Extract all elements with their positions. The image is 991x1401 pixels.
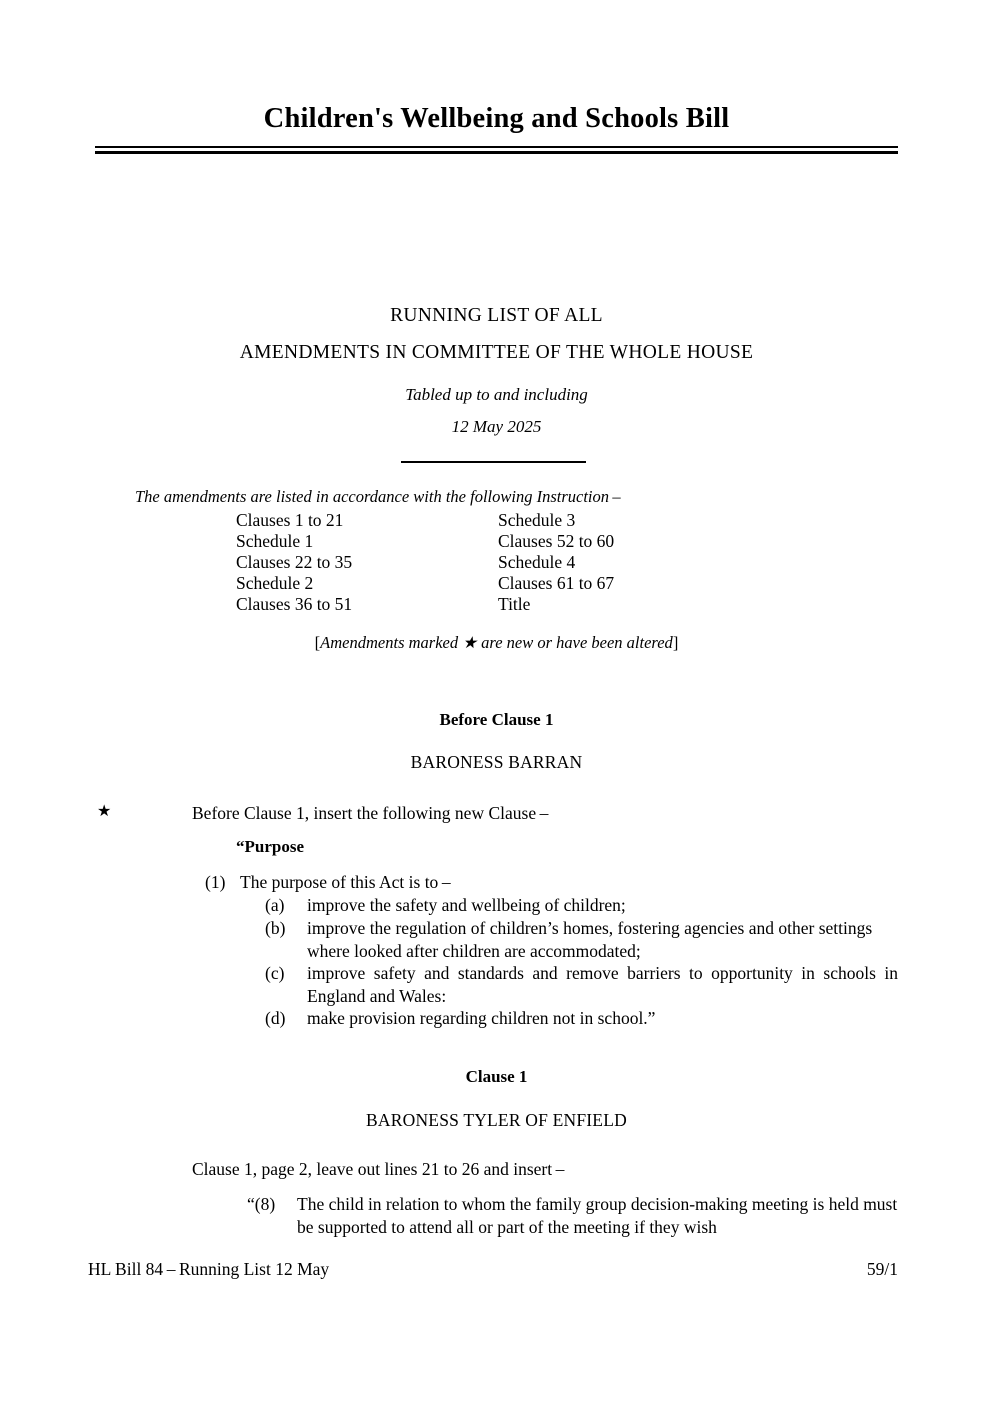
footer-bill-reference: HL Bill 84 – Running List 12 May — [88, 1259, 330, 1279]
item-text: improve safety and standards and remove barriers to opportunity in schools in England and Wales: — [307, 963, 898, 1006]
clause-order-cell: Schedule 2 — [236, 573, 314, 593]
clause-order-row — [236, 552, 756, 573]
item-marker: (c) — [265, 963, 285, 983]
list-item — [265, 894, 898, 917]
note-close-bracket: ] — [672, 633, 679, 652]
section-heading-before-clause-1: Before Clause 1 — [439, 710, 554, 729]
list-item — [265, 1007, 898, 1030]
quoted-clause-heading: “Purpose — [236, 837, 304, 856]
running-list-heading: RUNNING LIST OF ALL — [390, 305, 603, 326]
section-member-tyler: BARONESS TYLER OF ENFIELD — [366, 1110, 627, 1130]
clause-order-cell: Clauses 61 to 67 — [498, 573, 615, 593]
item-text: improve the regulation of children’s homes, fostering agencies and other settings where looked after children are accommodated; — [307, 918, 873, 961]
clause-order-cell: Clauses 36 to 51 — [236, 594, 353, 614]
section-heading-clause-1: Clause 1 — [465, 1067, 528, 1086]
item-text: The purpose of this Act is to – — [240, 872, 451, 892]
clause-order-cell: Schedule 4 — [498, 552, 576, 572]
tabled-label: Tabled up to and including — [405, 385, 588, 404]
item-marker: (a) — [265, 895, 285, 915]
item-text: improve the safety and wellbeing of children; — [307, 895, 626, 915]
clause-order-cell: Schedule 3 — [498, 510, 576, 530]
instruction-line: The amendments are listed in accordance with the following Instruction – — [135, 487, 621, 506]
clause-order-row — [236, 594, 756, 615]
marked-amendments-note — [95, 633, 898, 653]
list-item — [205, 871, 898, 894]
title-rule-bottom — [95, 151, 898, 154]
list-item — [265, 917, 898, 962]
page-title: Children's Wellbeing and Schools Bill — [263, 103, 730, 134]
star-icon: ★ — [97, 803, 112, 820]
clause-order-cell: Clauses 52 to 60 — [498, 531, 615, 551]
item-marker: “(8) — [247, 1194, 276, 1214]
clause-order-cell: Clauses 1 to 21 — [236, 510, 344, 530]
clause-order-cell: Clauses 22 to 35 — [236, 552, 353, 572]
clause-order-cell: Schedule 1 — [236, 531, 314, 551]
amendment-instruction-line: Before Clause 1, insert the following new Clause – — [192, 803, 549, 823]
note-text: Amendments marked ★ are new or have been altered — [320, 633, 673, 652]
clause-order-row — [236, 573, 756, 594]
clause-order-cell: Title — [498, 594, 531, 614]
list-item — [247, 1193, 898, 1238]
clause-order-row — [236, 510, 756, 531]
footer-page-number: 59/1 — [866, 1259, 898, 1279]
clause-order-row — [236, 531, 756, 552]
item-text: The child in relation to whom the family group decision-making meeting is held must be supported to attend all or part of the meeting if they wish — [297, 1194, 898, 1237]
item-marker: (b) — [265, 918, 286, 938]
title-rule-top — [95, 146, 898, 148]
note-open-bracket: [ — [314, 633, 321, 652]
item-marker: (d) — [265, 1008, 286, 1028]
clause-order-list — [236, 510, 756, 615]
committee-heading: AMENDMENTS IN COMMITTEE OF THE WHOLE HOUSE — [239, 342, 754, 363]
divider-rule — [401, 461, 586, 463]
item-marker: (1) — [205, 872, 226, 892]
tabled-date: 12 May 2025 — [451, 417, 542, 436]
list-item — [265, 962, 898, 1007]
section-member-barran: BARONESS BARRAN — [410, 752, 583, 772]
item-text: make provision regarding children not in school.” — [307, 1008, 656, 1028]
amendment-instruction-line: Clause 1, page 2, leave out lines 21 to 26 and insert – — [192, 1159, 565, 1179]
